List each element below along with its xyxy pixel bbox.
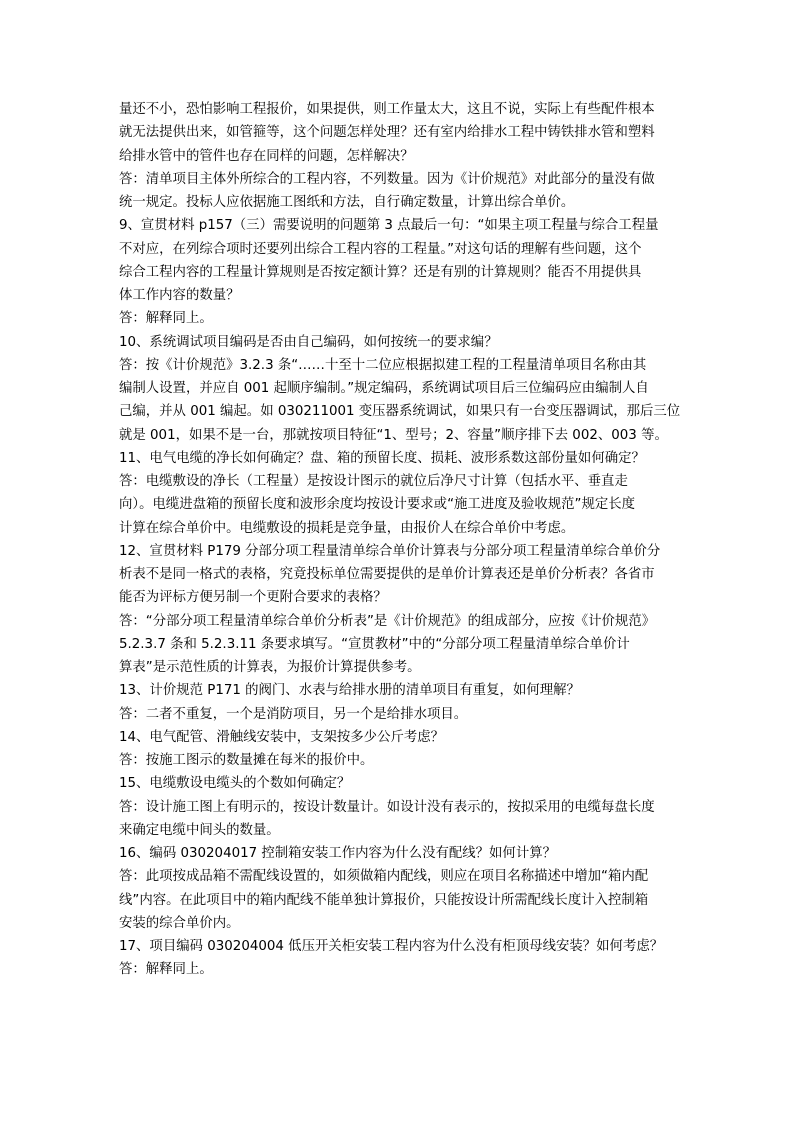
question-line: 17、项目编码 030204004 低压开关柜安装工程内容为什么没有柜顶母线安装？如何考虑？ [119, 939, 664, 954]
question-line: 9、宣贯材料 p157（三）需要说明的问题第 3 点最后一句：“如果主项工程量与综合工程量 [119, 218, 659, 234]
text-line: 线”内容。在此项目中的箱内配线不能单独计算报价，只能按设计所需配线长度计入控制箱 [119, 892, 649, 908]
document-page [119, 98, 685, 982]
question-line: 15、电缆敷设电缆头的个数如何确定？ [119, 776, 351, 792]
answer-line: 答：按《计价规范》3.2.3 条“……十至十二位应根据拟建工程的工程量清单项目名称由其 [119, 357, 647, 373]
text-line: 向）。电缆进盘箱的预留长度和波形余度均按设计要求或“施工进度及验收规范”规定长度 [119, 497, 636, 513]
answer-line: 答：电缆敷设的净长（工程量）是按设计图示的就位后净尺寸计算（包括水平、垂直走 [119, 474, 628, 489]
text-line: 统一规定。投标人应依据施工图纸和方法，自行确定数量，计算出综合单价。 [119, 195, 575, 210]
answer-line: 答：设计施工图上有明示的，按设计数量计。如设计没有表示的，按拟采用的电缆每盘长度 [119, 799, 655, 815]
answer-line: 答：二者不重复，一个是消防项目，另一个是给排水项目。 [119, 706, 468, 722]
answer-line: 答：“分部分项工程量清单综合单价分析表”是《计价规范》的组成部分，应按《计价规范》 [119, 613, 656, 629]
text-line: 综合工程内容的工程量计算规则是否按定额计算？还是有别的计算规则？能否不用提供具 [119, 264, 642, 280]
answer-line: 答：此项按成品箱不需配线设置的，如须做箱内配线，则应在项目名称描述中增加“箱内配 [119, 869, 649, 885]
question-line: 16、编码 030204017 控制箱安装工作内容为什么没有配线？如何计算？ [119, 846, 556, 861]
text-line: 就无法提供出来，如管箍等，这个问题怎样处理？还有室内给排水工程中铸铁排水管和塑料 [119, 125, 655, 141]
text-line: 给排水管中的管件也存在同样的问题，怎样解决？ [119, 148, 414, 164]
text-line: 不对应，在列综合项时还要列出综合工程内容的工程量。”对这句话的理解有些问题，这个 [119, 241, 642, 257]
text-line: 来确定电缆中间头的数量。 [119, 822, 280, 838]
answer-line: 答：解释同上。 [119, 311, 213, 327]
text-line: 能否为评标方便另制一个更附合要求的表格？ [119, 590, 387, 606]
text-line: 5.2.3.7 条和 5.2.3.11 条要求填写。“宣贯教材”中的“分部分项工程量清单综合单价计 [119, 636, 630, 652]
answer-line: 答：按施工图示的数量摊在每米的报价中。 [119, 753, 374, 768]
question-line: 10、系统调试项目编码是否由自己编码，如何按统一的要求编？ [119, 334, 498, 350]
text-line: 计算在综合单价中。电缆敷设的损耗是竞争量，由报价人在综合单价中考虑。 [119, 520, 575, 536]
text-line: 己编，并从 001 编起。如 030211001 变压器系统调试，如果只有一台变压器调试，那后三位 [119, 404, 681, 420]
text-line: 体工作内容的数量？ [119, 288, 240, 303]
text-line: 就是 001，如果不是一台，那就按项目特征“1、型号；2、容量”顺序排下去 002、003 等。 [119, 427, 668, 443]
text-line: 析表不是同一格式的表格，究竟投标单位需要提供的是单价计算表还是单价分析表？各省市 [119, 567, 655, 582]
text-line: 量还不小，恐怕影响工程报价，如果提供，则工作量太大，这且不说，实际上有些配件根本 [119, 102, 655, 117]
answer-line: 答：解释同上。 [119, 962, 213, 978]
question-line: 11、电气电缆的净长如何确定？盘、箱的预留长度、损耗、波形系数这部份量如何确定？ [119, 450, 645, 466]
answer-line: 答：清单项目主体外所综合的工程内容，不列数量。因为《计价规范》对此部分的量没有做 [119, 171, 655, 187]
text-line: 算表”是示范性质的计算表，为报价计算提供参考。 [119, 660, 421, 675]
question-line: 12、宣贯材料 P179 分部分项工程量清单综合单价计算表与分部分项工程量清单综合单价分 [119, 543, 661, 559]
text-line: 编制人设置，并应自 001 起顺序编制。”规定编码，系统调试项目后三位编码应由编制人自 [119, 381, 649, 396]
question-line: 14、电气配管、滑触线安装中，支架按多少公斤考虑？ [119, 729, 445, 745]
question-line: 13、计价规范 P171 的阀门、水表与给排水册的清单项目有重复，如何理解？ [119, 683, 580, 699]
text-line: 安装的综合单价内。 [119, 915, 240, 931]
